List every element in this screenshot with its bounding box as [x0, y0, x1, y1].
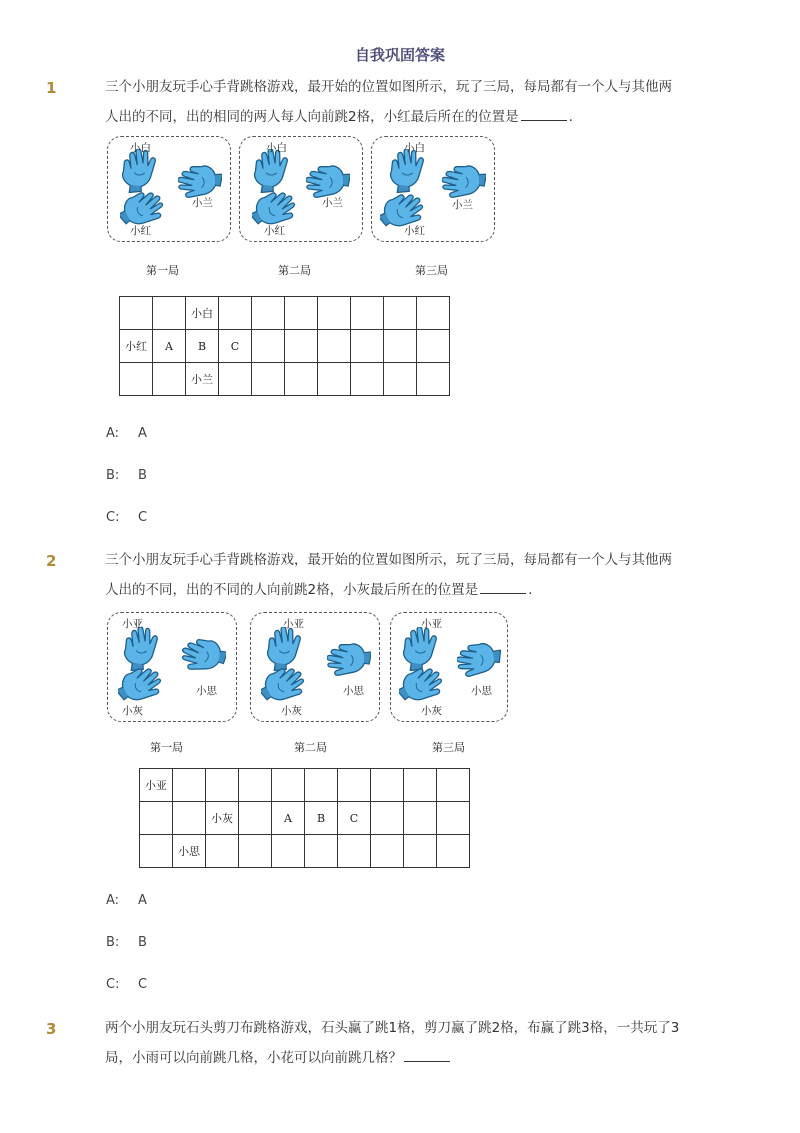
grid-cell: [417, 330, 450, 363]
option-letter: B:: [106, 935, 120, 950]
grid-cell: [371, 802, 404, 835]
q1-round-2-caption: 第二局: [278, 264, 311, 277]
player-right-label: 小思: [196, 685, 217, 697]
q2-board-grid: [139, 768, 470, 868]
grid-cell: A: [272, 802, 305, 835]
option-letter: C:: [106, 510, 120, 525]
grid-cell: [351, 363, 384, 396]
page-title: 自我巩固答案: [354, 46, 445, 64]
grid-row: [120, 297, 450, 330]
grid-cell: [437, 769, 470, 802]
player-right-label: 小兰: [322, 197, 343, 209]
grid-cell: [417, 363, 450, 396]
grid-cell: [153, 297, 186, 330]
q1-option-b[interactable]: [106, 468, 147, 483]
player-top-label: 小白: [404, 142, 425, 154]
question-1-line1: 三个小朋友玩手心手背跳格游戏，最开始的位置如图所示，玩了三局，每局都有一个人与其他两: [105, 79, 672, 95]
grid-cell: [384, 297, 417, 330]
option-value: B: [138, 935, 147, 950]
question-1-line2: [105, 102, 730, 132]
q1-round-3-panel: [371, 136, 495, 242]
option-letter: A:: [106, 893, 120, 908]
grid-cell: [417, 297, 450, 330]
answer-blank[interactable]: [404, 1047, 450, 1062]
question-2-line2: [105, 575, 730, 605]
grid-cell: 小白: [186, 297, 219, 330]
q2-round-1-panel: [107, 612, 237, 722]
glove-icon: [327, 639, 371, 683]
grid-cell: [219, 297, 252, 330]
q2-round-2-caption: 第二局: [294, 741, 327, 754]
grid-cell: C: [219, 330, 252, 363]
grid-cell: [285, 363, 318, 396]
grid-cell: [404, 835, 437, 868]
grid-cell: [252, 297, 285, 330]
grid-cell: 小灰: [206, 802, 239, 835]
grid-cell: [272, 835, 305, 868]
grid-cell: [351, 297, 384, 330]
option-letter: C:: [106, 977, 120, 992]
q1-round-1-panel: [107, 136, 231, 242]
glove-icon: [118, 149, 162, 193]
grid-cell: [140, 835, 173, 868]
q2-round-2-panel: [250, 612, 380, 722]
option-value: A: [138, 893, 147, 908]
question-1-number: 1: [46, 79, 57, 97]
option-value: C: [138, 510, 148, 525]
question-2-line1: 三个小朋友玩手心手背跳格游戏，最开始的位置如图所示，玩了三局，每局都有一个人与其他两: [105, 552, 672, 568]
question-3-number: 3: [46, 1020, 57, 1038]
player-top-label: 小白: [266, 142, 287, 154]
grid-cell: [239, 769, 272, 802]
grid-cell: [252, 330, 285, 363]
q2-round-1-caption: 第一局: [150, 741, 183, 754]
grid-cell: [351, 330, 384, 363]
player-right-label: 小思: [343, 685, 364, 697]
grid-cell: [219, 363, 252, 396]
grid-cell: [206, 835, 239, 868]
grid-cell: [239, 802, 272, 835]
answer-blank[interactable]: [480, 579, 526, 594]
grid-cell: [318, 363, 351, 396]
question-2-period: .: [528, 582, 533, 598]
grid-cell: [404, 769, 437, 802]
question-1-line2-text: 人出的不同，出的相同的两人每人向前跳2格，小红最后所在的位置是: [105, 109, 519, 125]
grid-cell: [437, 802, 470, 835]
grid-row: [140, 769, 470, 802]
q2-option-b[interactable]: [106, 935, 147, 950]
question-3-line2: [105, 1043, 730, 1073]
player-top-label: 小亚: [283, 618, 304, 630]
grid-cell: 小思: [173, 835, 206, 868]
option-letter: B:: [106, 468, 120, 483]
grid-cell: C: [338, 802, 371, 835]
option-value: A: [138, 426, 147, 441]
grid-cell: [404, 802, 437, 835]
grid-cell: [371, 835, 404, 868]
answer-blank[interactable]: [521, 106, 567, 121]
q1-round-1-caption: 第一局: [146, 264, 179, 277]
grid-cell: [437, 835, 470, 868]
player-top-label: 小白: [130, 142, 151, 154]
question-1-period: .: [568, 109, 573, 125]
glove-icon: [250, 149, 294, 193]
grid-row: [140, 802, 470, 835]
grid-cell: [305, 769, 338, 802]
grid-cell: [206, 769, 239, 802]
grid-cell: [120, 363, 153, 396]
grid-cell: [285, 297, 318, 330]
grid-cell: B: [186, 330, 219, 363]
player-bottom-label: 小红: [404, 225, 425, 237]
grid-cell: 小亚: [140, 769, 173, 802]
grid-cell: B: [305, 802, 338, 835]
grid-cell: [272, 769, 305, 802]
player-right-label: 小兰: [452, 199, 473, 211]
question-1-text: [105, 72, 730, 132]
grid-cell: [318, 297, 351, 330]
q1-round-3-caption: 第三局: [415, 264, 448, 277]
grid-cell: [120, 297, 153, 330]
player-top-label: 小亚: [421, 618, 442, 630]
grid-cell: [384, 330, 417, 363]
grid-row: [140, 835, 470, 868]
q2-option-c[interactable]: [106, 977, 147, 992]
player-right-label: 小兰: [192, 197, 213, 209]
grid-cell: 小兰: [186, 363, 219, 396]
grid-cell: [252, 363, 285, 396]
question-3-line1: 两个小朋友玩石头剪刀布跳格游戏，石头赢了跳1格，剪刀赢了跳2格，布赢了跳3格，一共玩了3: [105, 1020, 680, 1036]
grid-row: [120, 330, 450, 363]
q2-option-a[interactable]: [106, 893, 147, 908]
grid-cell: [305, 835, 338, 868]
grid-cell: [338, 769, 371, 802]
question-2-text: [105, 545, 730, 605]
player-right-label: 小思: [471, 685, 492, 697]
player-top-label: 小亚: [122, 618, 143, 630]
player-bottom-label: 小红: [264, 225, 285, 237]
option-value: C: [138, 977, 148, 992]
question-3-line2-text: 局，小雨可以向前跳几格，小花可以向前跳几格？: [105, 1050, 402, 1066]
glove-icon: [182, 635, 226, 679]
question-2-number: 2: [46, 552, 57, 570]
q1-option-a[interactable]: [106, 426, 147, 441]
grid-cell: A: [153, 330, 186, 363]
question-2-line2-text: 人出的不同，出的不同的人向前跳2格，小灰最后所在的位置是: [105, 582, 479, 598]
grid-cell: [239, 835, 272, 868]
grid-cell: [153, 363, 186, 396]
player-bottom-label: 小红: [130, 225, 151, 237]
grid-cell: 小红: [120, 330, 153, 363]
grid-cell: [173, 802, 206, 835]
question-3-text: [105, 1013, 730, 1073]
grid-cell: [318, 330, 351, 363]
grid-cell: [140, 802, 173, 835]
glove-icon: [457, 639, 501, 683]
grid-cell: [285, 330, 318, 363]
glove-icon: [386, 149, 430, 193]
q1-board-grid: [119, 296, 450, 396]
grid-row: [120, 363, 450, 396]
option-letter: A:: [106, 426, 120, 441]
grid-cell: [371, 769, 404, 802]
player-bottom-label: 小灰: [281, 705, 302, 717]
option-value: B: [138, 468, 147, 483]
player-bottom-label: 小灰: [421, 705, 442, 717]
grid-cell: [338, 835, 371, 868]
grid-cell: [173, 769, 206, 802]
grid-cell: [384, 363, 417, 396]
q2-round-3-caption: 第三局: [432, 741, 465, 754]
q1-round-2-panel: [239, 136, 363, 242]
q1-option-c[interactable]: [106, 510, 147, 525]
player-bottom-label: 小灰: [122, 705, 143, 717]
q2-round-3-panel: [390, 612, 508, 722]
